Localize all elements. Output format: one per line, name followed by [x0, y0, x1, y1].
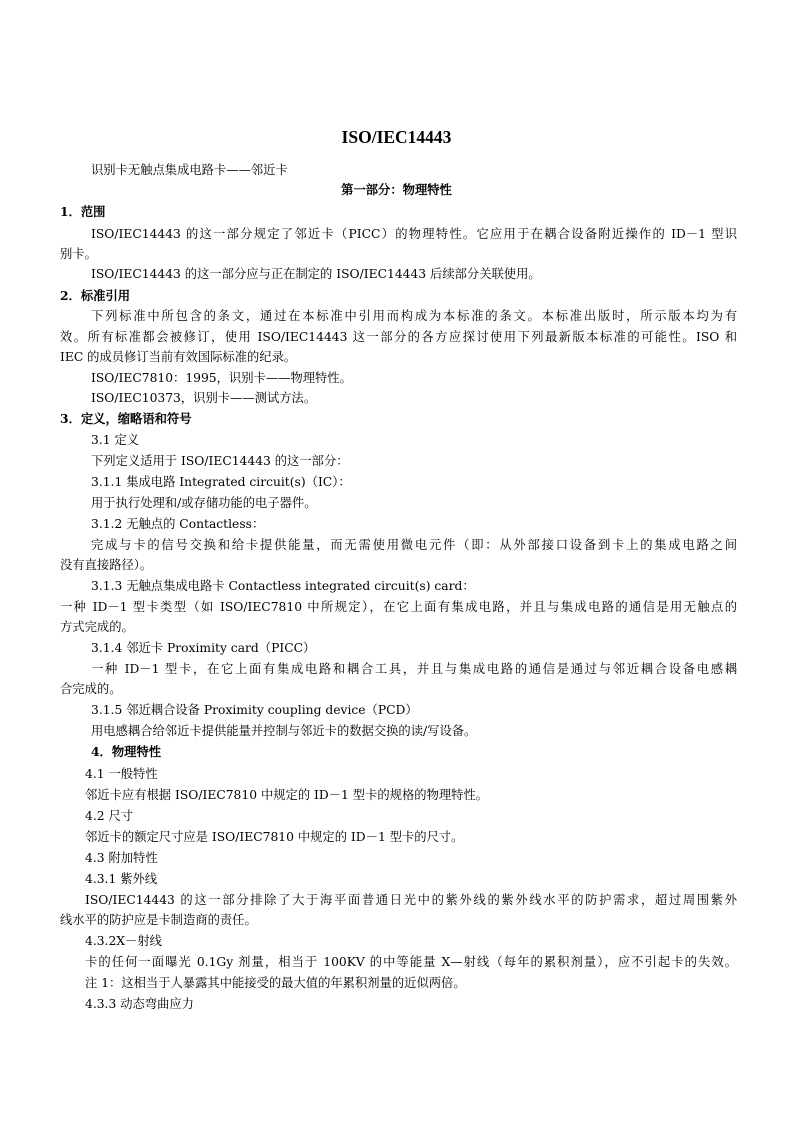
paragraph-line: 邻近卡应有根据 ISO/IEC7810 中规定的 ID－1 型卡的规格的物理特性。 — [85, 788, 489, 802]
paragraph-line: ISO/IEC14443 的这一部分排除了大于海平面普通日光中的紫外线的紫外线水平的防护需求，超过周围紫外 — [85, 893, 737, 907]
paragraph-line: 别卡。 — [60, 247, 97, 261]
definition-text: 一种 ID－1 型卡，在它上面有集成电路和耦合工具，并且与集成电路的通信是通过与邻近耦合设备电感耦 — [91, 662, 737, 676]
document-title: ISO/IEC14443 — [341, 127, 452, 147]
section-1-heading: 1．范围 — [60, 204, 106, 219]
definition-term: 3.1.4 邻近卡 Proximity card（PICC） — [91, 641, 316, 655]
paragraph-line: IEC 的成员修订当前有效国际标准的纪录。 — [60, 350, 297, 364]
definition-term: 3.1.1 集成电路 Integrated circuit(s)（IC）： — [91, 475, 351, 489]
subsection-heading: 4.3.3 动态弯曲应力 — [85, 997, 194, 1011]
paragraph-line: 卡的任何一面曝光 0.1Gy 剂量，相当于 100KV 的中等能量 X—射线（每年的累积剂量），应不引起卡的失效。 — [85, 955, 737, 969]
subsection-heading: 4.3.2X－射线 — [85, 934, 162, 948]
reference-item: ISO/IEC10373，识别卡——测试方法。 — [91, 391, 317, 405]
definition-text: 用电感耦合给邻近卡提供能量并控制与邻近卡的数据交换的读/写设备。 — [91, 724, 477, 738]
paragraph-line: ISO/IEC14443 的这一部分规定了邻近卡（PICC）的物理特性。它应用于在耦合设备附近操作的 ID－1 型识 — [91, 227, 737, 241]
section-3-heading: 3．定义，缩略语和符号 — [60, 411, 192, 426]
subsection-heading: 3.1 定义 — [91, 433, 140, 447]
paragraph-line: 线水平的防护应是卡制造商的责任。 — [60, 913, 257, 927]
definition-text: 完成与卡的信号交换和给卡提供能量，而无需使用微电元件（即：从外部接口设备到卡上的集成电路之间 — [91, 538, 737, 552]
subsection-heading: 4.3 附加特性 — [85, 851, 158, 865]
document-subtitle: 识别卡无触点集成电路卡——邻近卡 — [91, 163, 288, 177]
subsection-heading: 4.3.1 紫外线 — [85, 872, 158, 886]
note-text: 注 1：这相当于人暴露其中能接受的最大值的年累积剂量的近似两倍。 — [85, 976, 466, 990]
section-4-heading: 4．物理特性 — [91, 744, 162, 759]
reference-item: ISO/IEC7810：1995，识别卡——物理特性。 — [91, 371, 352, 385]
part-heading: 第一部分：物理特性 — [341, 182, 452, 197]
definition-text: 没有直接路径）。 — [60, 558, 153, 572]
definition-term: 3.1.5 邻近耦合设备 Proximity coupling device（PCD） — [91, 703, 418, 717]
definition-text: 用于执行处理和/或存储功能的电子器件。 — [91, 496, 317, 510]
paragraph-line: 效。所有标准都会被修订，使用 ISO/IEC14443 这一部分的各方应探讨使用下列最新版本标准的可能性。ISO 和 — [60, 330, 737, 344]
paragraph-line: ISO/IEC14443 的这一部分应与正在制定的 ISO/IEC14443 后续部分关联使用。 — [91, 267, 541, 281]
definition-text: 一种 ID－1 型卡类型（如 ISO/IEC7810 中所规定），在它上面有集成电路，并且与集成电路的通信是用无触点的 — [60, 600, 737, 614]
definition-term: 3.1.2 无触点的 Contactless： — [91, 517, 265, 531]
subsection-heading: 4.1 一般特性 — [85, 767, 158, 781]
paragraph-line: 邻近卡的额定尺寸应是 ISO/IEC7810 中规定的 ID－1 型卡的尺寸。 — [85, 830, 464, 844]
definition-text: 合完成的。 — [60, 682, 122, 696]
subsection-heading: 4.2 尺寸 — [85, 809, 134, 823]
definition-text: 方式完成的。 — [60, 620, 134, 634]
paragraph-line: 下列定义适用于 ISO/IEC14443 的这一部分： — [91, 454, 349, 468]
section-2-heading: 2．标准引用 — [60, 288, 131, 303]
paragraph-line: 下列标准中所包含的条文，通过在本标准中引用而构成为本标准的条文。本标准出版时，所示版本均为有 — [91, 309, 737, 323]
definition-term: 3.1.3 无触点集成电路卡 Contactless integrated circuit(s) card： — [91, 579, 475, 593]
